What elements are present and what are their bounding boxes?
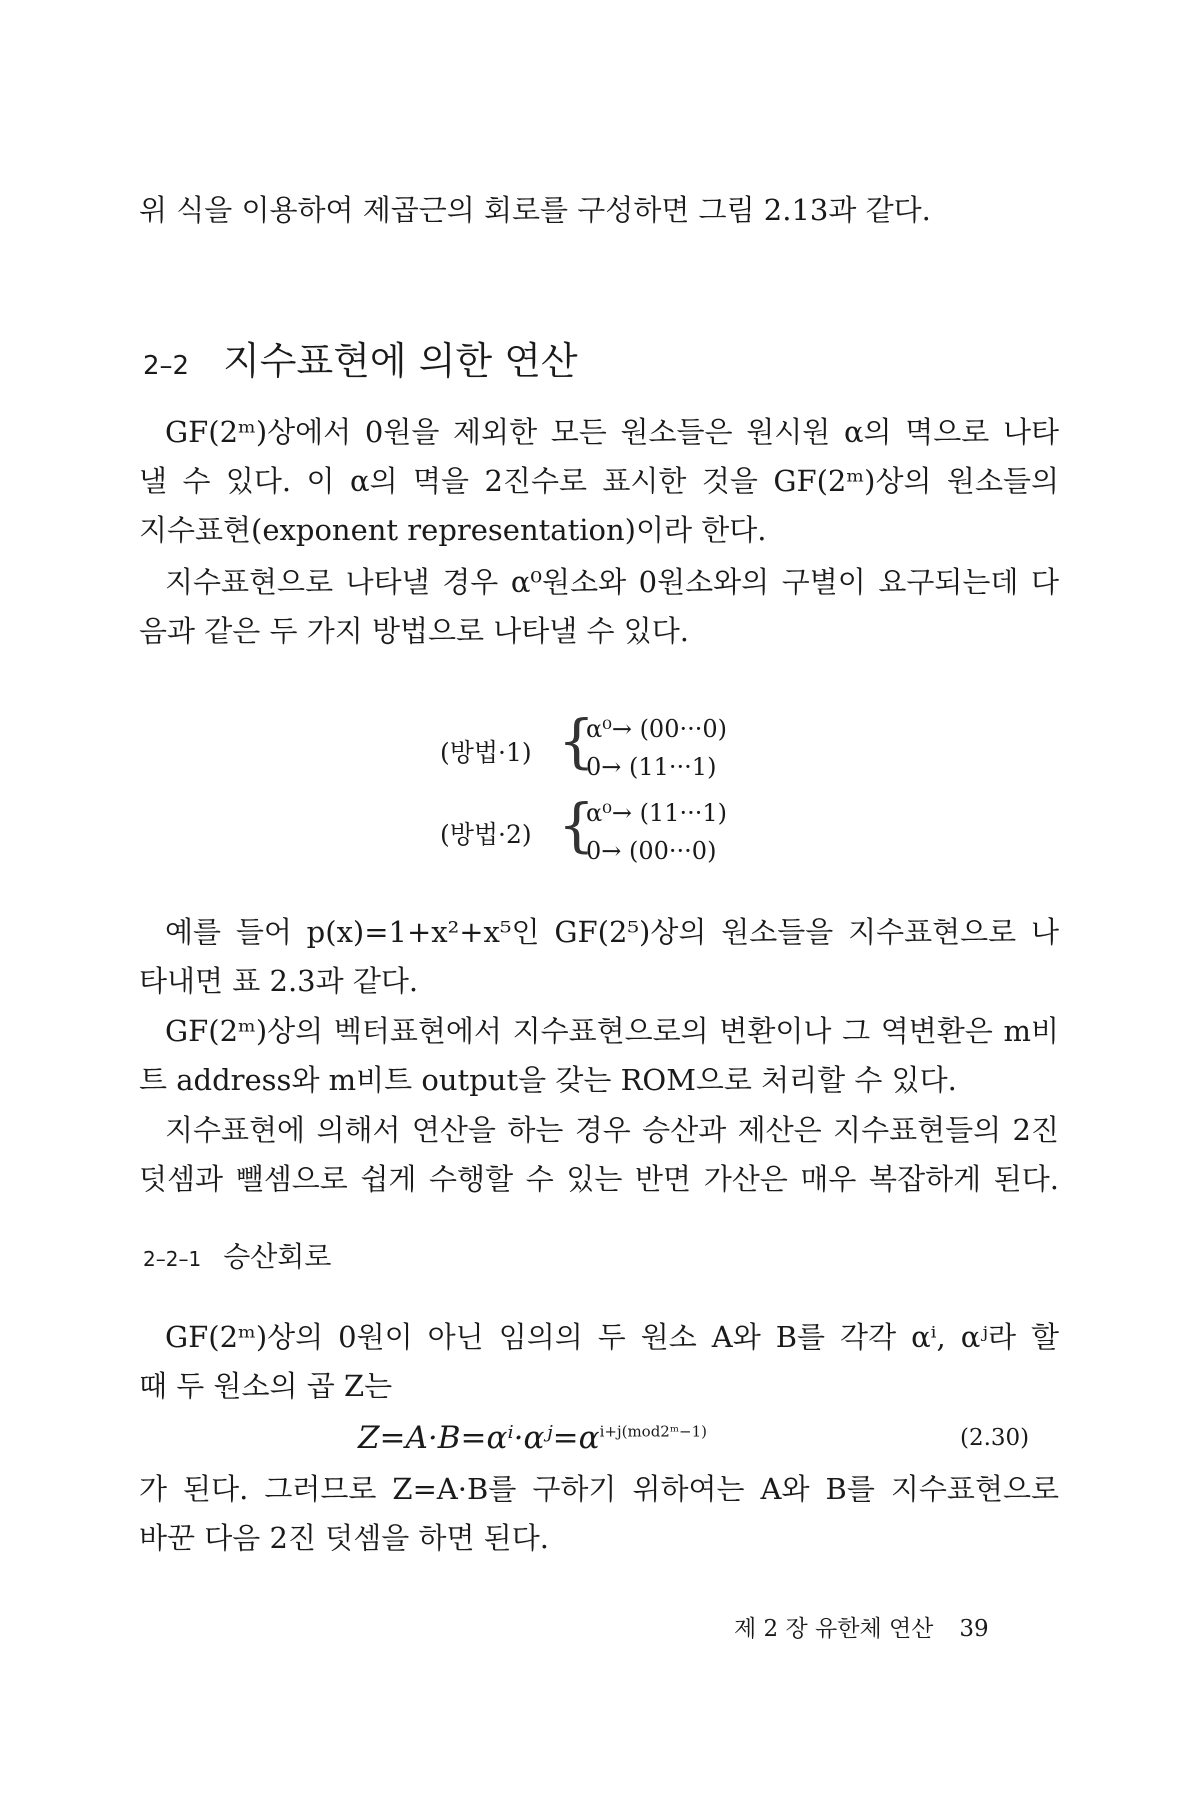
paragraph-line: 타내면 표 2.3과 같다. [139, 964, 419, 998]
brace-icon: { [558, 791, 595, 859]
paragraph-line: 지수표현에 의해서 연산을 하는 경우 승산과 제산은 지수표현들의 2진 [165, 1113, 1059, 1147]
method-2-label: (방법·2) [440, 820, 532, 849]
subsection-heading [143, 1235, 331, 1275]
paragraph-line: 지수표현(exponent representation)이라 한다. [139, 513, 767, 547]
paragraph-line: 때 두 원소의 곱 Z는 [139, 1369, 393, 1403]
subsection-number: 2–2–1 [143, 1247, 202, 1271]
paragraph-line: 위 식을 이용하여 제곱근의 회로를 구성하면 그림 2.13과 같다. [139, 193, 931, 227]
paragraph-line: 가 된다. 그러므로 Z=A·B를 구하기 위하여는 A와 B를 지수표현으로 [139, 1472, 1059, 1506]
paragraph-line: GF(2ᵐ)상의 0원이 아닌 임의의 두 원소 A와 B를 각각 αⁱ, αʲ라 할 [165, 1320, 1059, 1354]
page-number: 39 [959, 1616, 989, 1642]
page-footer [734, 1610, 989, 1643]
method-1-row: 0→ (11···1) [586, 753, 717, 781]
method-1-row: α⁰→ (00···0) [586, 715, 727, 743]
section-number: 2–2 [143, 351, 190, 381]
chapter-title: 제 2 장 유한체 연산 [734, 1616, 934, 1642]
product-equation [358, 1420, 707, 1456]
paragraph-line: 예를 들어 p(x)=1+x²+x⁵인 GF(2⁵)상의 원소들을 지수표현으로 나 [165, 915, 1059, 949]
paragraph-line: 덧셈과 뺄셈으로 쉽게 수행할 수 있는 반면 가산은 매우 복잡하게 된다. [139, 1162, 1059, 1196]
equation-exponent: i+j(mod2ᵐ−1) [599, 1422, 708, 1441]
section-title: 지수표현에 의한 연산 [223, 339, 578, 383]
brace-icon: { [558, 707, 595, 775]
section-heading [143, 330, 578, 385]
method-1-label: (방법·1) [440, 738, 532, 767]
method-2-row: α⁰→ (11···1) [586, 799, 727, 827]
subsection-title: 승산회로 [223, 1240, 332, 1273]
representation-methods [440, 705, 840, 905]
method-2-row: 0→ (00···0) [586, 837, 717, 865]
paragraph-line: 음과 같은 두 가지 방법으로 나타낼 수 있다. [139, 614, 689, 648]
paragraph-line: GF(2ᵐ)상의 벡터표현에서 지수표현으로의 변환이나 그 역변환은 m비 [165, 1014, 1059, 1048]
equation-number: (2.30) [960, 1425, 1030, 1451]
paragraph-line: 바꾼 다음 2진 덧셈을 하면 된다. [139, 1521, 549, 1555]
paragraph-line: GF(2ᵐ)상에서 0원을 제외한 모든 원소들은 원시원 α의 멱으로 나타 [165, 415, 1059, 449]
paragraph-line: 트 address와 m비트 output을 갖는 ROM으로 처리할 수 있다. [139, 1063, 957, 1097]
equation-lhs: Z=A·B=αⁱ·αʲ=α [358, 1420, 600, 1456]
paragraph-line: 지수표현으로 나타낼 경우 α⁰원소와 0원소와의 구별이 요구되는데 다 [165, 565, 1059, 599]
paragraph-line: 낼 수 있다. 이 α의 멱을 2진수로 표시한 것을 GF(2ᵐ)상의 원소들의 [139, 464, 1059, 498]
